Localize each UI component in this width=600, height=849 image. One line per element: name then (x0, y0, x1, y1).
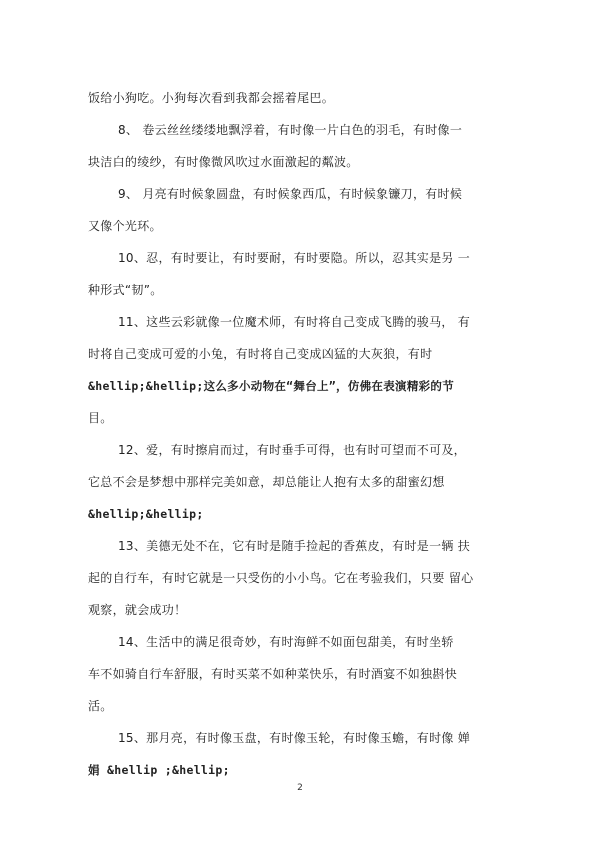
text-line: &hellip;&hellip;这么多小动物在“舞台上”，仿佛在表演精彩的节 (88, 379, 455, 393)
text-line: 种形式“韧”。 (88, 283, 163, 297)
text-line: 13、美德无处不在，它有时是随手捡起的香蕉皮，有时是一辆 扶 (118, 539, 471, 553)
text-line: 15、那月亮，有时像玉盘，有时像玉轮，有时像玉蟾，有时像 婵 (118, 731, 471, 745)
text-line: 它总不会是梦想中那样完美如意，却总能让人抱有太多的甜蜜幻想 (88, 475, 445, 489)
text-line: 8、 卷云丝丝缕缕地飘浮着，有时像一片白色的羽毛，有时像一 (118, 123, 463, 137)
text-line: 观察，就会成功！ (88, 603, 187, 617)
text-line: 目。 (88, 411, 113, 425)
text-line: 时将自己变成可爱的小兔，有时将自己变成凶猛的大灰狼，有时 (88, 347, 433, 361)
text-line: 9、 月亮有时候象圆盘，有时候象西瓜，有时候象镰刀，有时候 (118, 187, 463, 201)
page-number: 2 (297, 783, 303, 793)
text-line: 饭给小狗吃。小狗每次看到我都会摇着尾巴。 (88, 91, 335, 105)
text-line: 起的自行车，有时它就是一只受伤的小小鸟。它在考验我们，只要 留心 (88, 571, 474, 585)
text-line: &hellip;&hellip; (88, 507, 204, 521)
text-line: 12、爱，有时擦肩而过，有时垂手可得，也有时可望而不可及， (118, 443, 466, 457)
text-line: 块洁白的绫纱，有时像微风吹过水面激起的粼波。 (88, 155, 359, 169)
text-line: 活。 (88, 699, 113, 713)
text-line: 14、生活中的满足很奇妙，有时海鲜不如面包甜美，有时坐轿 (118, 635, 454, 649)
text-line: 又像个光环。 (88, 219, 162, 233)
text-line: 娟 &hellip ;&hellip; (88, 763, 230, 777)
text-line: 11、这些云彩就像一位魔术师，有时将自己变成飞腾的骏马， 有 (118, 315, 471, 329)
text-line: 10、忍，有时要让，有时要耐，有时要隐。所以，忍其实是另 一 (118, 251, 471, 265)
text-line: 车不如骑自行车舒服，有时买菜不如种菜快乐，有时酒宴不如独斟快 (88, 667, 458, 681)
